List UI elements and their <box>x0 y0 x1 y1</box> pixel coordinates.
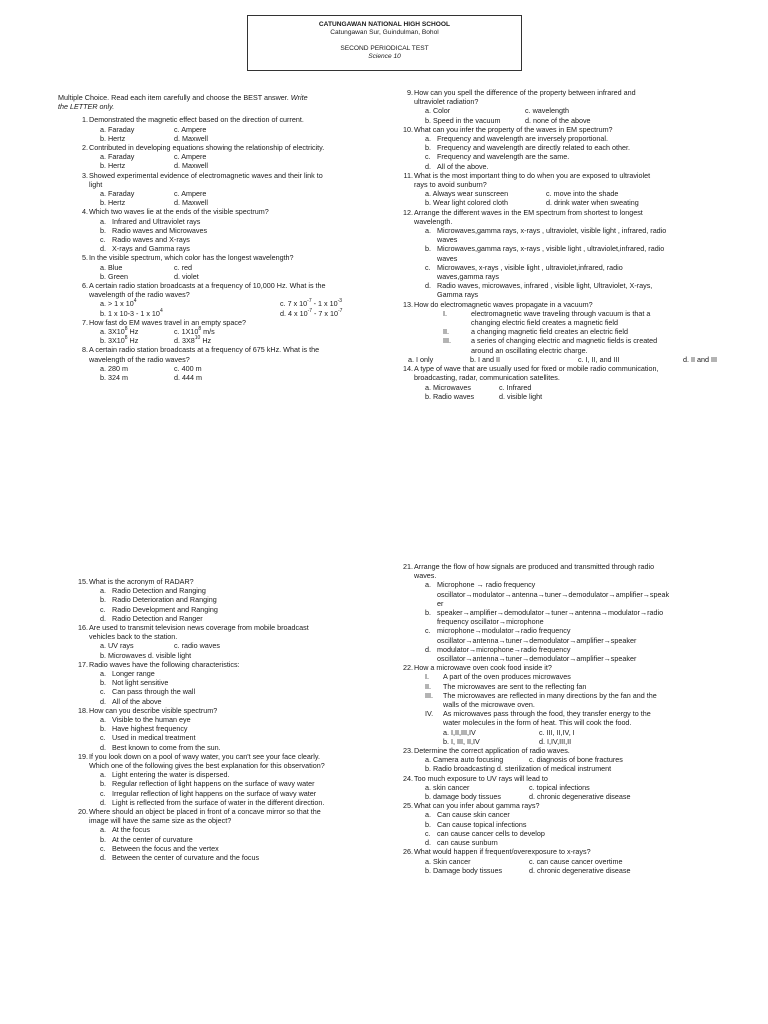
text-q24-a: a. skin cancer <box>425 782 470 792</box>
text-q10-at: Frequency and wavelength are inversely proportional. <box>437 134 609 144</box>
text-q20-dt: Between the center of curvature and the focus <box>112 853 260 863</box>
text-q9-d: d. none of the above <box>525 115 591 125</box>
text-q20-c: c. <box>100 843 106 853</box>
text-q17-at: Longer range <box>112 669 155 679</box>
text-q16-c: c. radio waves <box>174 641 220 651</box>
text-q22-iii: III. <box>425 690 433 700</box>
text-q5-t: In the visible spectrum, which color has the longest wavelength? <box>89 253 294 263</box>
school-address: Catungawan Sur, Guindulman, Bohol <box>330 29 439 36</box>
text-q22-iv: IV. <box>425 709 434 719</box>
question-11 <box>397 171 717 208</box>
text-q26-b: b. Damage body tissues <box>425 865 503 875</box>
text-q13-i: I. <box>443 308 447 318</box>
text-q11-n: 11. <box>403 170 413 180</box>
text-q12-d: d. <box>425 281 431 291</box>
text-q7-c: c. 1X10 <box>174 327 199 337</box>
text-q9-a: a. Color <box>425 106 451 116</box>
text-q24-n: 24. <box>403 773 413 783</box>
text-q17-n: 17. <box>78 659 88 669</box>
text-q20-n: 20. <box>78 807 88 817</box>
question-12 <box>397 208 717 300</box>
text-q2-d: d. Maxwell <box>174 161 208 171</box>
text-q15-b: b. <box>100 595 106 605</box>
text-q9-n: 9. <box>407 88 413 97</box>
text-q9-c: c. wavelength <box>525 106 569 116</box>
text-q1-b: b. Hertz <box>100 133 126 143</box>
question-3 <box>72 171 378 208</box>
right-column-top <box>397 88 717 401</box>
text-q6-a_sup: 4 <box>133 298 137 305</box>
question-6 <box>72 281 378 318</box>
text-q12-c: c. <box>425 262 431 272</box>
text-q25-c: c. <box>425 828 431 838</box>
question-26 <box>397 847 717 875</box>
text-q17-a: a. <box>100 669 106 679</box>
text-q13-iii: III. <box>443 336 451 346</box>
text-q17-t: Radio waves have the following characteristics: <box>89 659 240 669</box>
text-q6-t1: A certain radio station broadcasts at a frequency of 10,000 Hz. What is the <box>89 281 326 291</box>
text-q23-b: b. Radio broadcasting d. sterilization of medical instrument <box>425 764 612 774</box>
text-q6-d: d. 4 x 10 <box>280 308 308 318</box>
question-1 <box>72 115 378 143</box>
text-q19-bt: Regular reflection of light happens on the surface of wavy water <box>112 779 315 789</box>
text-q25-ct: can cause cancer cells to develop <box>437 828 545 838</box>
left-column-top <box>58 93 378 382</box>
text-q2-t: Contributed in developing equations showing the relationship of electricity. <box>89 143 325 153</box>
text-q20-at: At the focus <box>112 825 150 835</box>
text-q5-b: b. Green <box>100 271 128 281</box>
text-q14-b: b. Radio waves <box>425 391 475 401</box>
text-q4-ct: Radio waves and X-rays <box>112 235 190 245</box>
text-q6-a: a. > 1 x 10 <box>100 299 134 309</box>
text-q11-d: d. drink water when sweating <box>546 198 639 208</box>
text-q4-n: 4. <box>82 207 88 217</box>
question-5 <box>72 253 378 281</box>
text-q12-a: a. <box>425 226 431 236</box>
text-q18-dt: Best known to come from the sun. <box>112 742 221 752</box>
text-q6-c: c. 7 x 10 <box>280 299 308 309</box>
text-q12-t1: Arrange the different waves in the EM spectrum from shortest to longest <box>414 207 643 217</box>
text-q13-iit: a changing magnetic field creates an electric field <box>471 327 629 337</box>
text-q22-c: c. III, II,IV, I <box>539 727 575 737</box>
text-q22-ii: II. <box>425 681 431 691</box>
text-q19-n: 19. <box>78 751 88 761</box>
text-q22-a: a. I,II,III,IV <box>443 727 476 737</box>
text-q10-b: b. <box>425 143 431 153</box>
text-q18-a: a. <box>100 715 106 725</box>
text-q21-dt1: modulator→microphone→radio frequency <box>437 644 571 654</box>
text-q13-n: 13. <box>403 299 413 309</box>
question-10 <box>397 125 717 171</box>
text-q3-c: c. Ampere <box>174 189 207 199</box>
text-q18-b: b. <box>100 724 106 734</box>
question-22 <box>397 663 717 746</box>
text-q6-n: 6. <box>82 281 88 291</box>
text-q7-b2: Hz <box>127 336 139 346</box>
text-q21-b: b. <box>425 608 431 618</box>
text-q21-bt2: frequency oscillator→microphone <box>437 617 544 627</box>
text-q22-iit: The microwaves are sent to the reflecting fan <box>443 681 587 691</box>
text-q18-c: c. <box>100 733 106 743</box>
text-q19-a: a. <box>100 770 106 780</box>
text-q15-n: 15. <box>78 577 88 586</box>
text-q14-n: 14. <box>403 364 413 374</box>
text-q17-dt: All of the above <box>112 696 162 706</box>
text-q16-n: 16. <box>78 623 88 633</box>
text-q26-t: What would happen if frequent/overexposure to x-rays? <box>414 847 591 857</box>
text-q12-b: b. <box>425 244 431 254</box>
text-q6-d2: - 7 x 10 <box>312 308 338 318</box>
text-q7-d: d. 3X8 <box>174 336 195 346</box>
text-q21-at3: er <box>437 598 444 608</box>
text-q15-bt: Radio Deterioration and Ranging <box>112 595 217 605</box>
text-q7-a: a. 3X10 <box>100 327 125 337</box>
text-q11-t2: rays to avoid sunburn? <box>414 180 487 190</box>
text-instructions_a: Multiple Choice. Read each item carefully and choose the BEST answer. <box>58 93 289 102</box>
text-q6-b_sup: 4 <box>159 307 163 314</box>
text-q23-t: Determine the correct application of radio waves. <box>414 746 570 756</box>
text-q8-n: 8. <box>82 345 88 355</box>
text-q13-ii: II. <box>443 327 449 337</box>
text-q21-t2: waves. <box>414 571 437 581</box>
text-q6-c2: - 1 x 10 <box>311 299 338 309</box>
text-q18-at: Visible to the human eye <box>112 715 191 725</box>
text-q10-t: What can you infer the property of the waves in EM spectrum? <box>414 124 613 134</box>
text-q13-it1: electromagnetic wave traveling through vacuum is that a <box>471 308 651 318</box>
text-q6-c2_sup: -3 <box>337 298 343 305</box>
question-7 <box>72 318 378 346</box>
text-q25-a: a. <box>425 810 431 820</box>
text-q8-c: c. 400 m <box>174 363 202 373</box>
question-16 <box>72 623 392 660</box>
text-q14-a: a. Microwaves <box>425 382 471 392</box>
text-q18-d: d. <box>100 742 106 752</box>
text-q3-t1: Showed experimental evidence of electromagnetic waves and their link to <box>89 170 323 180</box>
right-column-bottom <box>397 562 717 875</box>
text-q13-c: c. I, II, and III <box>578 354 620 364</box>
text-q14-t2: broadcasting, radar, communication satellites. <box>414 373 560 383</box>
text-q7-b_sup: 8 <box>124 335 128 342</box>
text-q11-a: a. Always wear sunscreen <box>425 189 509 199</box>
text-q3-d: d. Maxwell <box>174 198 208 208</box>
exam-header <box>247 15 522 71</box>
text-q9-t1: How can you spell the difference of the property between infrared and <box>414 88 636 97</box>
text-q22-iiit2: walls of the microwave oven. <box>443 700 535 710</box>
text-q8-a: a. 280 m <box>100 363 128 373</box>
text-q12-t2: wavelength. <box>414 216 453 226</box>
text-q21-n: 21. <box>403 562 413 571</box>
text-q22-ivt1: As microwaves pass through the food, they transfer energy to the <box>443 709 651 719</box>
text-q19-dt: Light is reflected from the surface of water in the different direction. <box>112 797 325 807</box>
text-q2-n: 2. <box>82 143 88 153</box>
text-q12-bt2: waves <box>437 253 458 263</box>
text-q22-n: 22. <box>403 663 413 673</box>
text-q16-t2: vehicles back to the station. <box>89 632 178 642</box>
text-q16-b: b. Microwaves d. visible light <box>100 650 192 660</box>
text-q2-a: a. Faraday <box>100 152 135 162</box>
text-q7-d2: Hz <box>200 336 212 346</box>
text-q15-at: Radio Detection and Ranging <box>112 586 206 596</box>
text-q9-t2: ultraviolet radiation? <box>414 97 479 107</box>
text-q1-t: Demonstrated the magnetic effect based on the direction of current. <box>89 115 304 125</box>
text-q12-at1: Microwaves,gamma rays, x-rays , ultraviolet, visible light , infrared, radio <box>437 226 667 236</box>
text-q10-n: 10. <box>403 124 413 134</box>
text-q21-dt2: oscillator→antenna→tuner→demodulator→amplifier→speaker <box>437 654 637 664</box>
instructions <box>58 93 378 111</box>
text-q15-c: c. <box>100 604 106 614</box>
text-q21-d: d. <box>425 644 431 654</box>
text-q5-c: c. red <box>174 262 192 272</box>
text-q12-ct1: Microwaves, x-rays , visible light , ultraviolet,infrared, radio <box>437 262 623 272</box>
text-q3-b: b. Hertz <box>100 198 126 208</box>
text-q26-d: d. chronic degenerative disease <box>529 865 631 875</box>
text-q20-d: d. <box>100 853 106 863</box>
text-q5-d: d. violet <box>174 271 199 281</box>
text-q15-ct: Radio Development and Ranging <box>112 604 218 614</box>
text-q21-at2: oscillator→modulator→antenna→tuner→demodulator→amplifier→speak <box>437 589 670 599</box>
text-q22-i: I. <box>425 672 429 682</box>
text-q21-ct2: oscillator→antenna→tuner→demodulator→amplifier→speaker <box>437 635 637 645</box>
text-q4-c: c. <box>100 235 106 245</box>
text-q21-a: a. <box>425 580 431 590</box>
text-q15-d: d. <box>100 613 106 623</box>
text-q4-t: Which two waves lie at the ends of the visible spectrum? <box>89 207 269 217</box>
question-23 <box>397 746 717 774</box>
text-q25-dt: can cause sunburn <box>437 838 498 848</box>
text-q16-a: a. UV rays <box>100 641 134 651</box>
text-q10-bt: Frequency and wavelength are directly related to each other. <box>437 143 630 153</box>
text-q13-it2: changing electric field creates a magnetic field <box>471 318 619 328</box>
text-q19-at: Light entering the water is dispersed. <box>112 770 230 780</box>
text-q12-ct2: waves,gamma rays <box>437 272 499 282</box>
text-q25-n: 25. <box>403 801 413 811</box>
text-q17-d: d. <box>100 696 106 706</box>
text-q20-bt: At the center of curvature <box>112 834 193 844</box>
text-q13-b: b. I and II <box>470 354 500 364</box>
text-q23-n: 23. <box>403 746 413 756</box>
text-q19-t1: If you look down on a pool of wavy water, you can't see your face clearly. <box>89 751 320 761</box>
text-q4-d: d. <box>100 244 106 254</box>
text-q11-c: c. move into the shade <box>546 189 619 199</box>
text-q20-b: b. <box>100 834 106 844</box>
text-q23-a: a. Camera auto focusing <box>425 755 504 765</box>
text-q6-d_sup: -7 <box>307 307 313 314</box>
text-q21-bt1: speaker→amplifier→demodulator→tuner→antenna→modulator→radio <box>437 608 664 618</box>
text-q20-t1: Where should an object be placed in front of a concave mirror so that the <box>89 807 321 817</box>
text-q26-a: a. Skin cancer <box>425 856 471 866</box>
text-q4-at: Infrared and Ultraviolet rays <box>112 216 201 226</box>
text-q12-at2: waves <box>437 235 458 245</box>
question-13 <box>397 300 717 364</box>
text-q19-t2: Which one of the following gives the best explanation for this observation? <box>89 761 325 771</box>
text-q6-c_sup: -7 <box>307 298 312 305</box>
text-q25-bt: Can cause topical infections <box>437 819 527 829</box>
text-q11-b: b. Wear light colored cloth <box>425 198 508 208</box>
question-25 <box>397 801 717 847</box>
text-q11-t1: What is the most important thing to do when you are exposed to ultraviolet <box>414 170 651 180</box>
text-q8-t2: wavelength of the radio waves? <box>89 354 190 364</box>
question-17 <box>72 660 392 706</box>
text-q22-d: d. I,IV,III,II <box>539 736 572 746</box>
text-q26-n: 26. <box>403 847 413 857</box>
question-21 <box>397 562 717 663</box>
question-19 <box>72 752 392 807</box>
text-q25-t: What can you infer about gamma rays? <box>414 801 540 811</box>
text-q5-a: a. Blue <box>100 262 123 272</box>
question-2 <box>72 143 378 171</box>
school-name: CATUNGAWAN NATIONAL HIGH SCHOOL <box>318 21 451 28</box>
text-q18-n: 18. <box>78 705 88 715</box>
text-q24-d: d. chronic degenerative disease <box>529 792 631 802</box>
text-q7-a2: Hz <box>127 327 139 337</box>
text-q7-a_sup: 8 <box>124 326 128 333</box>
text-q16-t1: Are used to transmit television news coverage from mobile broadcast <box>89 623 309 633</box>
text-q17-ct: Can pass through the wall <box>112 687 196 697</box>
text-q4-bt: Radio waves and Microwaves <box>112 225 208 235</box>
text-q4-dt: X-rays and Gamma rays <box>112 244 190 254</box>
text-q13-d: d. II and III <box>683 354 717 364</box>
text-q24-c: c. topical infections <box>529 782 590 792</box>
text-q10-dt: All of the above. <box>437 161 489 171</box>
text-q6-t2: wavelength of the radio waves? <box>89 290 190 300</box>
text-q14-c: c. Infrared <box>499 382 532 392</box>
text-q17-c: c. <box>100 687 106 697</box>
text-q19-c: c. <box>100 788 106 798</box>
text-q13-iiit2: around an oscillating electric charge. <box>471 345 588 355</box>
text-q12-dt1: Radio waves, microwaves, infrared , visible light, Ultraviolet, X-rays, <box>437 281 653 291</box>
question-8 <box>72 345 378 382</box>
text-q8-t1: A certain radio station broadcasts at a frequency of 675 kHz. What is the <box>89 345 320 355</box>
text-q5-n: 5. <box>82 253 88 263</box>
text-q14-d: d. visible light <box>499 391 543 401</box>
text-q25-d: d. <box>425 838 431 848</box>
text-q19-d: d. <box>100 797 106 807</box>
text-q18-ct: Used in medical treatment <box>112 733 196 743</box>
text-q2-c: c. Ampere <box>174 152 207 162</box>
text-q8-d: d. 444 m <box>174 373 202 383</box>
text-q3-n: 3. <box>82 170 88 180</box>
text-q7-n: 7. <box>82 317 88 327</box>
text-q6-b: b. 1 x 10-3 - 1 x 10 <box>100 308 160 318</box>
text-q12-bt1: Microwaves,gamma rays, x-rays , visible light , ultraviolet,infrared, radio <box>437 244 665 254</box>
text-q22-t: How a microwave oven cook food inside it? <box>414 663 552 673</box>
text-instructions_c: the LETTER only. <box>58 102 115 112</box>
question-15 <box>72 577 392 623</box>
text-q2-b: b. Hertz <box>100 161 126 171</box>
text-q4-b: b. <box>100 225 106 235</box>
text-q18-bt: Have highest frequency <box>112 724 188 734</box>
text-q13-a: a. I only <box>408 354 434 364</box>
text-q10-c: c. <box>425 152 431 162</box>
text-q12-dt2: Gamma rays <box>437 290 479 300</box>
text-q13-iiit1: a series of changing electric and magnetic fields is created <box>471 336 658 346</box>
text-q25-b: b. <box>425 819 431 829</box>
text-q4-a: a. <box>100 216 106 226</box>
text-q7-b: b. 3X10 <box>100 336 125 346</box>
text-q7-c2: m/s <box>201 327 215 337</box>
text-q12-n: 12. <box>403 207 413 217</box>
text-q24-t: Too much exposure to UV rays will lead to <box>414 773 548 783</box>
text-q25-at: Can cause skin cancer <box>437 810 510 820</box>
text-q10-ct: Frequency and wavelength are the same. <box>437 152 570 162</box>
text-q1-a: a. Faraday <box>100 124 135 134</box>
text-instructions_b: Write <box>290 93 308 102</box>
text-q6-d2_sup: -7 <box>338 307 343 314</box>
text-q22-b: b. I, III, II,IV <box>443 736 480 746</box>
question-9 <box>397 88 717 125</box>
text-q22-iiit1: The microwaves are reflected in many directions by the fan and the <box>443 690 657 700</box>
text-q15-a: a. <box>100 586 106 596</box>
text-q3-t2: light <box>89 179 103 189</box>
text-q15-t: What is the acronym of RADAR? <box>89 577 194 586</box>
question-14 <box>397 364 717 401</box>
text-q20-t2: image will have the same size as the object? <box>89 816 232 826</box>
text-q21-at1: Microphone → radio frequency <box>437 580 536 590</box>
question-20 <box>72 807 392 862</box>
text-q9-b: b. Speed in the vacuum <box>425 115 501 125</box>
left-column-bottom <box>72 577 392 862</box>
text-q3-a: a. Faraday <box>100 189 135 199</box>
text-q8-b: b. 324 m <box>100 373 128 383</box>
text-q21-c: c. <box>425 626 431 636</box>
text-q22-ivt2: water molecules in the form of heat. This will cook the food. <box>443 718 632 728</box>
text-q7-d_sup: 10 <box>194 335 201 342</box>
question-4 <box>72 207 378 253</box>
text-q10-d: d. <box>425 161 431 171</box>
text-q21-ct1: microphone→modulator→radio frequency <box>437 626 571 636</box>
text-q22-it: A part of the oven produces microwaves <box>443 672 571 682</box>
text-q20-ct: Between the focus and the vertex <box>112 843 219 853</box>
text-q10-a: a. <box>425 134 431 144</box>
test-title: SECOND PERIODICAL TEST <box>340 45 429 52</box>
text-q7-c_sup: 8 <box>198 326 202 333</box>
text-q17-b: b. <box>100 678 106 688</box>
text-q15-dt: Radio Detection and Ranger <box>112 613 203 623</box>
text-q1-c: c. Ampere <box>174 124 207 134</box>
text-q14-t1: A type of wave that are usually used for fixed or mobile radio communication, <box>414 364 659 374</box>
text-q26-c: c. can cause cancer overtime <box>529 856 623 866</box>
text-q24-b: b. damage body tissues <box>425 792 501 802</box>
text-q17-bt: Not light sensitive <box>112 678 169 688</box>
text-q7-t: How fast do EM waves travel in an empty space? <box>89 317 246 327</box>
text-q18-t: How can you describe visible spectrum? <box>89 705 218 715</box>
text-q19-b: b. <box>100 779 106 789</box>
text-q19-ct: Irregular reflection of light happens on the surface of wavy water <box>112 788 317 798</box>
text-q23-c: c. diagnosis of bone fractures <box>529 755 623 765</box>
text-q1-d: d. Maxwell <box>174 133 208 143</box>
text-q1-n: 1. <box>82 115 88 125</box>
question-18 <box>72 706 392 752</box>
text-q13-t: How do electromagnetic waves propagate in a vacuum? <box>414 299 593 309</box>
text-q20-a: a. <box>100 825 106 835</box>
text-q21-t1: Arrange the flow of how signals are produced and transmitted through radio <box>414 562 655 571</box>
subject-name: Science 10 <box>368 53 401 60</box>
question-24 <box>397 774 717 802</box>
